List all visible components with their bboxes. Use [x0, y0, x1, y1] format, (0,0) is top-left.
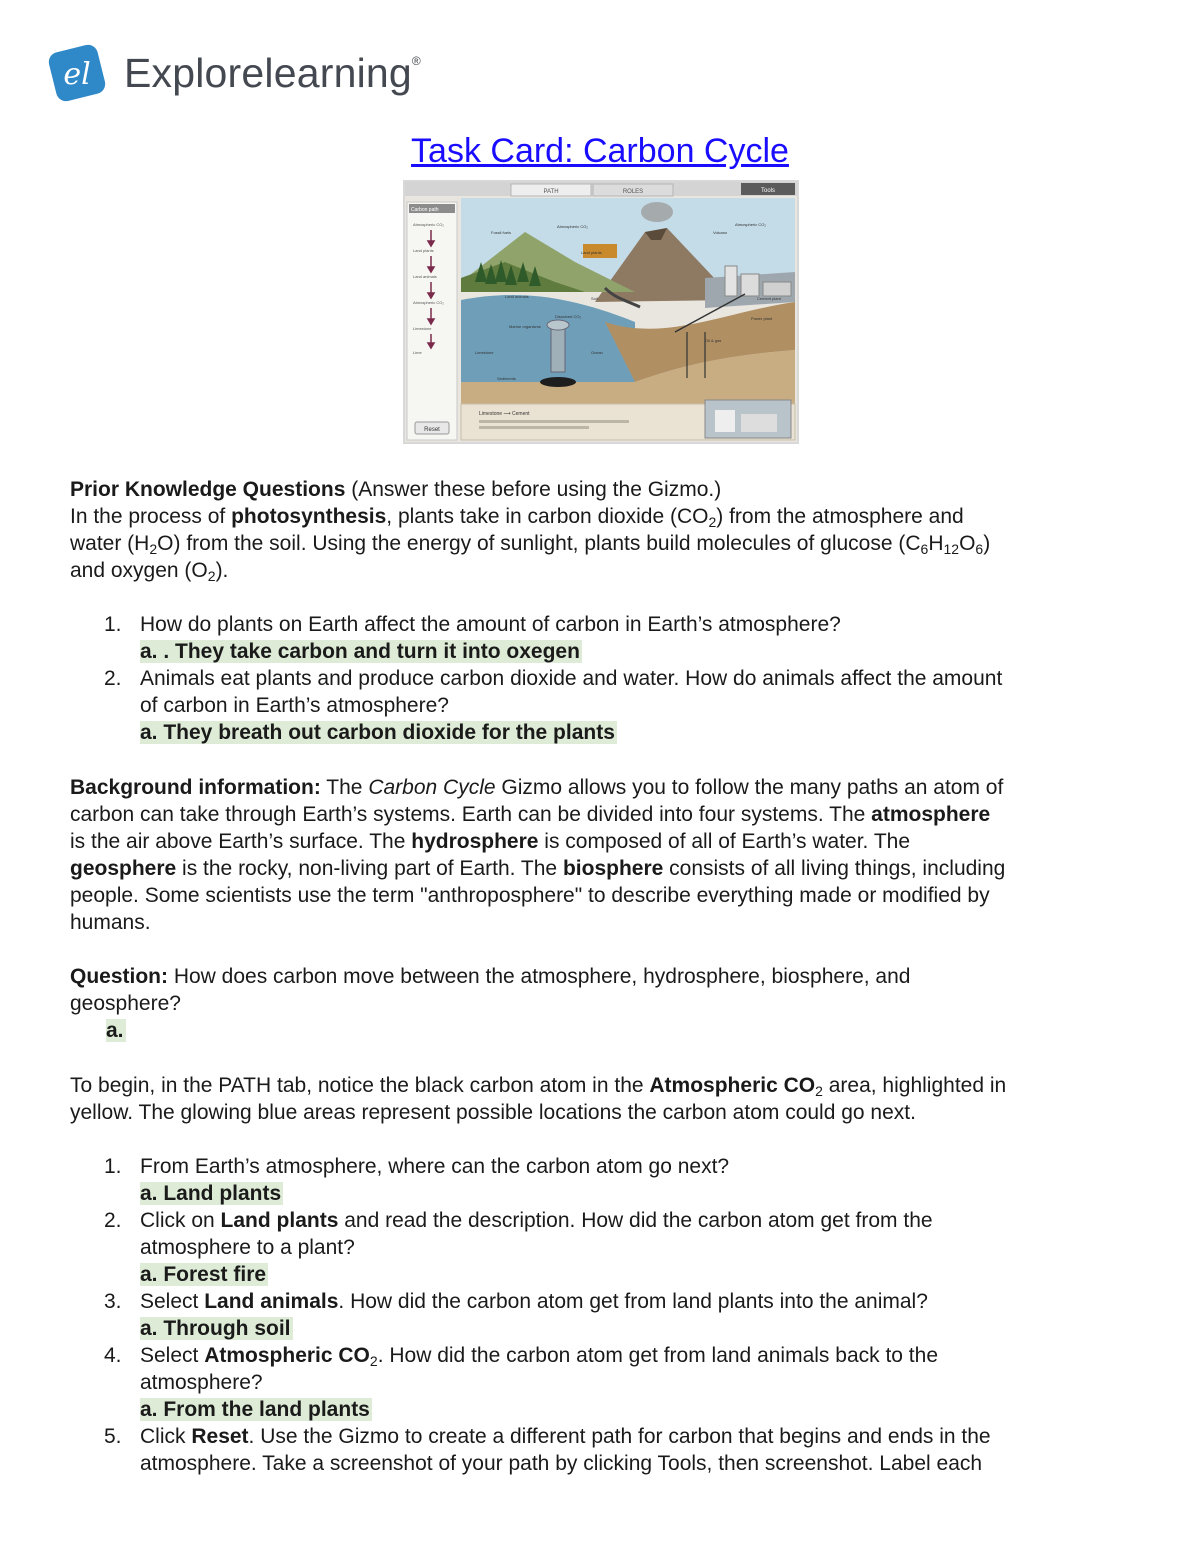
question-2: 2. Animals eat plants and produce carbon dioxide and water. How do animals affect the amount of carbon in Earth’s atmosphere?	[104, 667, 1003, 717]
page-title	[0, 132, 1200, 171]
brand-name-text: Explorelearning	[124, 49, 412, 96]
step-5: 5. Click Reset. Use the Gizmo to create a different path for carbon that begins and ends in the atmosphere. Take a screenshot of your path by clicking Tools, then screenshot. Label each	[104, 1425, 991, 1475]
diagram-label: Soil	[591, 296, 598, 301]
path-item: Land animals	[413, 274, 437, 279]
prior-knowledge-heading: Prior Knowledge Questions (Answer these before using the Gizmo.)	[70, 478, 722, 501]
question-section	[70, 963, 1130, 1044]
tools-button[interactable]: Tools	[760, 188, 776, 194]
diagram-label: Cement plant	[757, 296, 781, 301]
diagram-label: Dissolved CO₂	[555, 314, 582, 319]
diagram-label: Limestone	[475, 350, 494, 355]
logo-letters: el	[63, 57, 91, 92]
path-intro	[70, 1072, 1130, 1126]
path-item: Lime	[413, 350, 422, 355]
question-1: 1. How do plants on Earth affect the amount of carbon in Earth’s atmosphere?	[104, 613, 841, 636]
diagram-label: Volcano	[713, 230, 728, 235]
prior-knowledge-section	[70, 476, 1130, 746]
question-text: Question: How does carbon move between the atmosphere, hydrosphere, biosphere, and	[70, 965, 911, 988]
path-item: Atmospheric CO₂	[413, 222, 444, 227]
background-section	[70, 774, 1130, 936]
registered-mark: ®	[411, 53, 421, 68]
photosynthesis-intro-3: and oxygen $(O_2)$.	[70, 559, 229, 584]
page-title-link[interactable]: Task Card: Carbon Cycle	[411, 132, 789, 170]
explorelearning-logo	[46, 40, 421, 106]
steps-section	[70, 1153, 1130, 1477]
path-item: Atmospheric CO₂	[413, 300, 444, 305]
step-3-answer[interactable]: a. Through soil	[140, 1317, 291, 1340]
diagram-label: Ocean	[591, 350, 603, 355]
path-intro-line-2: yellow. The glowing blue areas represent possible locations the carbon atom could go next.	[70, 1101, 916, 1124]
diagram-label: Power plant	[751, 316, 773, 321]
question-text-2: geosphere?	[70, 992, 181, 1015]
diagram-label: Atmospheric CO₂	[735, 222, 766, 227]
diagram-label: Marine organisms	[509, 324, 541, 329]
background-line: Background information: The Carbon Cycle Gizmo allows you to follow the many paths an atom of	[70, 776, 1004, 799]
step-4-answer[interactable]: a. From the land plants	[140, 1398, 370, 1421]
background-line: humans.	[70, 911, 151, 934]
photosynthesis-intro: In the process of photosynthesis, plants take in carbon dioxide $(CO_2)$ from the atmosphere and	[70, 505, 964, 530]
step-3: 3. Select Land animals. How did the carbon atom get from land plants into the animal?	[104, 1290, 928, 1313]
tab-path[interactable]: PATH	[543, 189, 559, 195]
explorelearning-logo-icon	[46, 42, 108, 104]
path-header: Carbon path	[411, 207, 439, 213]
step-4: 4. Select Atmospheric $CO_2$. How did the carbon atom get from land animals back to the atmosphere?	[104, 1344, 938, 1394]
step-2-answer[interactable]: a. Forest fire	[140, 1263, 267, 1286]
step-2: 2. Click on Land plants and read the description. How did the carbon atom get from the atmosphere to a plant?	[104, 1209, 933, 1259]
diagram-label: Oil & gas	[705, 338, 722, 343]
gizmo-screenshot	[403, 180, 799, 444]
background-line: carbon can take through Earth’s systems. Earth can be divided into four systems. The atmosphere	[70, 803, 991, 826]
diagram-label: Fossil fuels	[491, 230, 512, 235]
step-1-answer[interactable]: a. Land plants	[140, 1182, 282, 1205]
path-item: Land plants	[413, 248, 434, 253]
brand-name	[124, 50, 421, 97]
background-line: people. Some scientists use the term "anthroposphere" to describe everything made or modified by	[70, 884, 990, 907]
step-1: 1. From Earth’s atmosphere, where can the carbon atom go next?	[104, 1155, 730, 1178]
answer-1[interactable]: a. . They take carbon and turn it into oxegen	[140, 640, 580, 663]
diagram-label: Atmospheric CO₂	[557, 224, 588, 229]
background-line: geosphere is the rocky, non-living part of Earth. The biosphere consists of all living things, including	[70, 857, 1006, 880]
diagram-label: Sediments	[497, 376, 516, 381]
carbon-cycle-diagram	[405, 182, 797, 442]
reset-button[interactable]: Reset	[424, 427, 440, 433]
background-line: is the air above Earth’s surface. The hydrosphere is composed of all of Earth’s water. The	[70, 830, 911, 853]
diagram-label: Land animals	[505, 294, 529, 299]
path-intro-line: To begin, in the PATH tab, notice the black carbon atom in the Atmospheric $CO_2$ area, highlighted in	[70, 1074, 1007, 1099]
tab-roles[interactable]: ROLES	[622, 189, 644, 195]
photosynthesis-intro-2: water $(H_2O)$ from the soil. Using the energy of sunlight, plants build molecules of glucose $(C_6H_{12}O_6)$	[70, 532, 991, 557]
question-answer[interactable]: a.	[106, 1019, 124, 1042]
steps-list	[70, 1153, 1130, 1477]
prior-knowledge-list	[70, 611, 1130, 746]
answer-2[interactable]: a. They breath out carbon dioxide for the plants	[140, 721, 615, 744]
path-item: Limestone	[413, 326, 432, 331]
footer-title: Limestone ⟶ Cement	[479, 411, 530, 417]
diagram-label: Land plants	[581, 250, 602, 255]
